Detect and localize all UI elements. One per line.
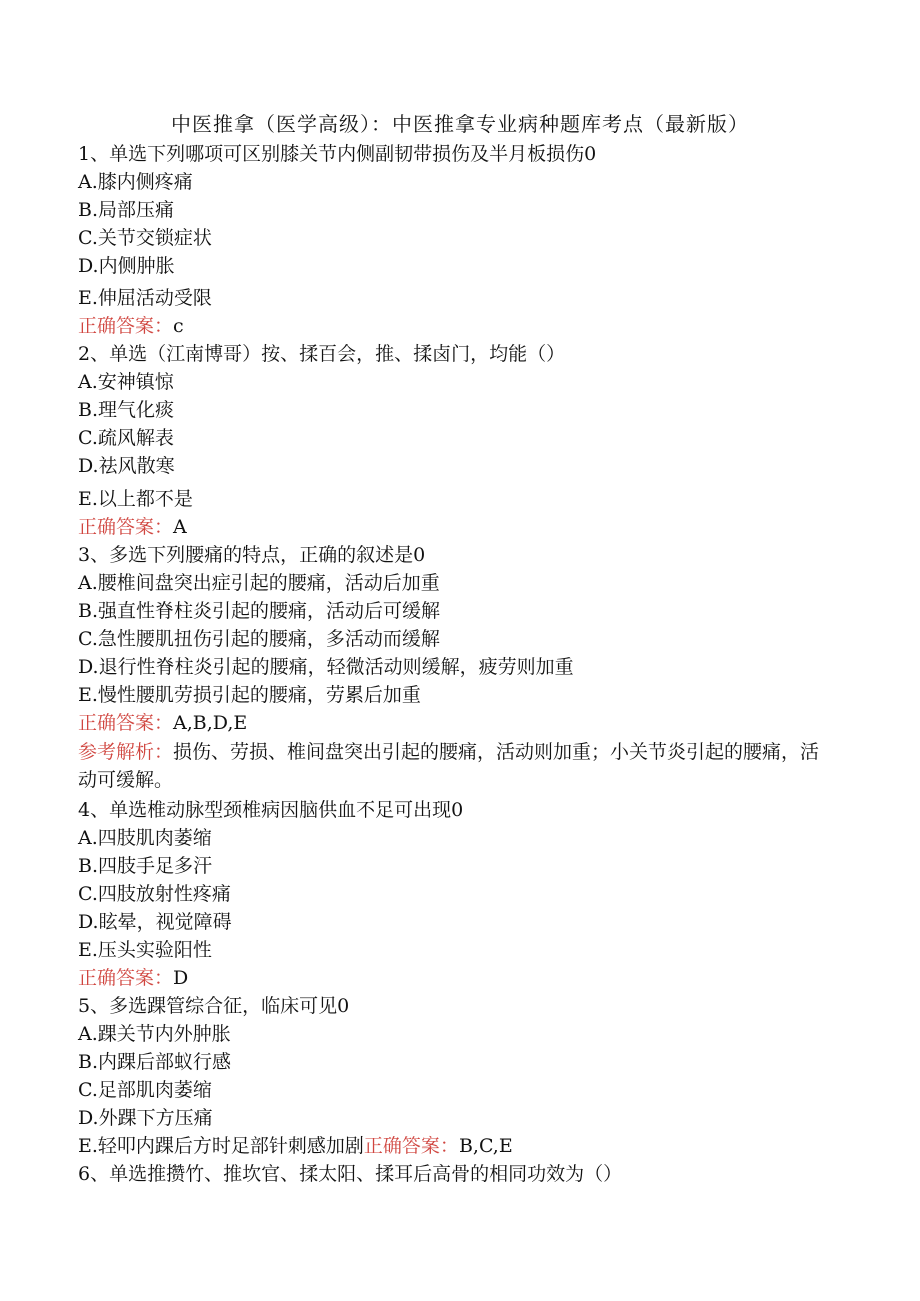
question-1-option-e: E.伸屈活动受限 xyxy=(78,287,212,309)
question-4-option-b: B.四肢手足多汗 xyxy=(78,855,213,877)
answer-value: A xyxy=(173,516,187,538)
question-4-stem: 4、单选椎动脉型颈椎病因脑供血不足可出现0 xyxy=(78,799,464,821)
answer-label: 正确答案： xyxy=(78,315,174,337)
question-2-stem: 2、单选（江南博哥）按、揉百会，推、揉卤门，均能（） xyxy=(78,343,566,365)
question-5-option-b: B.内踝后部蚁行感 xyxy=(78,1051,232,1073)
question-5-option-d: D.外踝下方压痛 xyxy=(78,1107,213,1129)
question-2-option-c: C.疏风解表 xyxy=(78,427,174,449)
question-3-option-b: B.强直性脊柱炎引起的腰痛，活动后可缓解 xyxy=(78,600,441,622)
question-5-stem: 5、多选踝管综合征，临床可见0 xyxy=(78,995,350,1017)
answer-label: 正确答案： xyxy=(78,516,174,538)
question-1-option-b: B.局部压痛 xyxy=(78,199,175,221)
question-3-analysis xyxy=(78,738,828,794)
question-2-answer xyxy=(78,513,187,541)
question-5-option-c: C.足部肌肉萎缩 xyxy=(78,1079,212,1101)
question-4-option-a: A.四肢肌肉萎缩 xyxy=(78,827,212,849)
question-4-option-c: C.四肢放射性疼痛 xyxy=(78,883,231,905)
question-3-option-d: D.退行性脊柱炎引起的腰痛，轻微活动则缓解，疲劳则加重 xyxy=(78,656,574,678)
question-4-option-d: D.眩晕，视觉障碍 xyxy=(78,911,232,933)
answer-label: 正确答案： xyxy=(363,1135,459,1157)
question-3-answer xyxy=(78,709,247,737)
question-6-stem: 6、单选推攒竹、推坎官、揉太阳、揉耳后高骨的相同功效为（） xyxy=(78,1163,623,1185)
question-3-stem: 3、多选下列腰痛的特点，正确的叙述是0 xyxy=(78,544,426,566)
question-2-option-e: E.以上都不是 xyxy=(78,488,193,510)
question-5-option-a: A.踝关节内外肿胀 xyxy=(78,1023,231,1045)
question-1-option-a: A.膝内侧疼痛 xyxy=(78,171,193,193)
question-5-option-e-with-answer xyxy=(78,1132,513,1160)
question-3-option-c: C.急性腰肌扭伤引起的腰痛，多活动而缓解 xyxy=(78,628,440,650)
answer-value: B,C,E xyxy=(458,1135,513,1157)
question-5-option-e: E.轻叩内踝后方时足部针刺感加剧 xyxy=(78,1135,364,1157)
question-3-option-e: E.慢性腰肌劳损引起的腰痛，劳累后加重 xyxy=(78,684,421,706)
analysis-label: 参考解析： xyxy=(78,741,174,763)
question-2-option-d: D.祛风散寒 xyxy=(78,455,175,477)
answer-value: D xyxy=(173,967,189,989)
question-1-answer xyxy=(78,312,184,340)
answer-label: 正确答案： xyxy=(78,967,174,989)
question-2-option-b: B.理气化痰 xyxy=(78,399,175,421)
question-1-option-d: D.内侧肿胀 xyxy=(78,255,175,277)
question-4-option-e: E.压头实验阳性 xyxy=(78,939,212,961)
answer-value: A,B,D,E xyxy=(173,712,248,734)
question-1-stem: 1、单选下列哪项可区别膝关节内侧副韧带损伤及半月板损伤0 xyxy=(78,143,597,165)
answer-value: c xyxy=(173,315,184,337)
analysis-text: 损伤、劳损、椎间盘突出引起的腰痛，活动则加重；小关节炎引起的腰痛，活动可缓解。 xyxy=(78,741,820,791)
answer-label: 正确答案： xyxy=(78,712,174,734)
question-1-option-c: C.关节交锁症状 xyxy=(78,227,212,249)
question-2-option-a: A.安神镇惊 xyxy=(78,371,174,393)
page-title: 中医推拿（医学高级）：中医推拿专业病种题库考点（最新版） xyxy=(171,112,749,136)
question-3-option-a: A.腰椎间盘突出症引起的腰痛，活动后加重 xyxy=(78,572,440,594)
question-4-answer xyxy=(78,964,188,992)
